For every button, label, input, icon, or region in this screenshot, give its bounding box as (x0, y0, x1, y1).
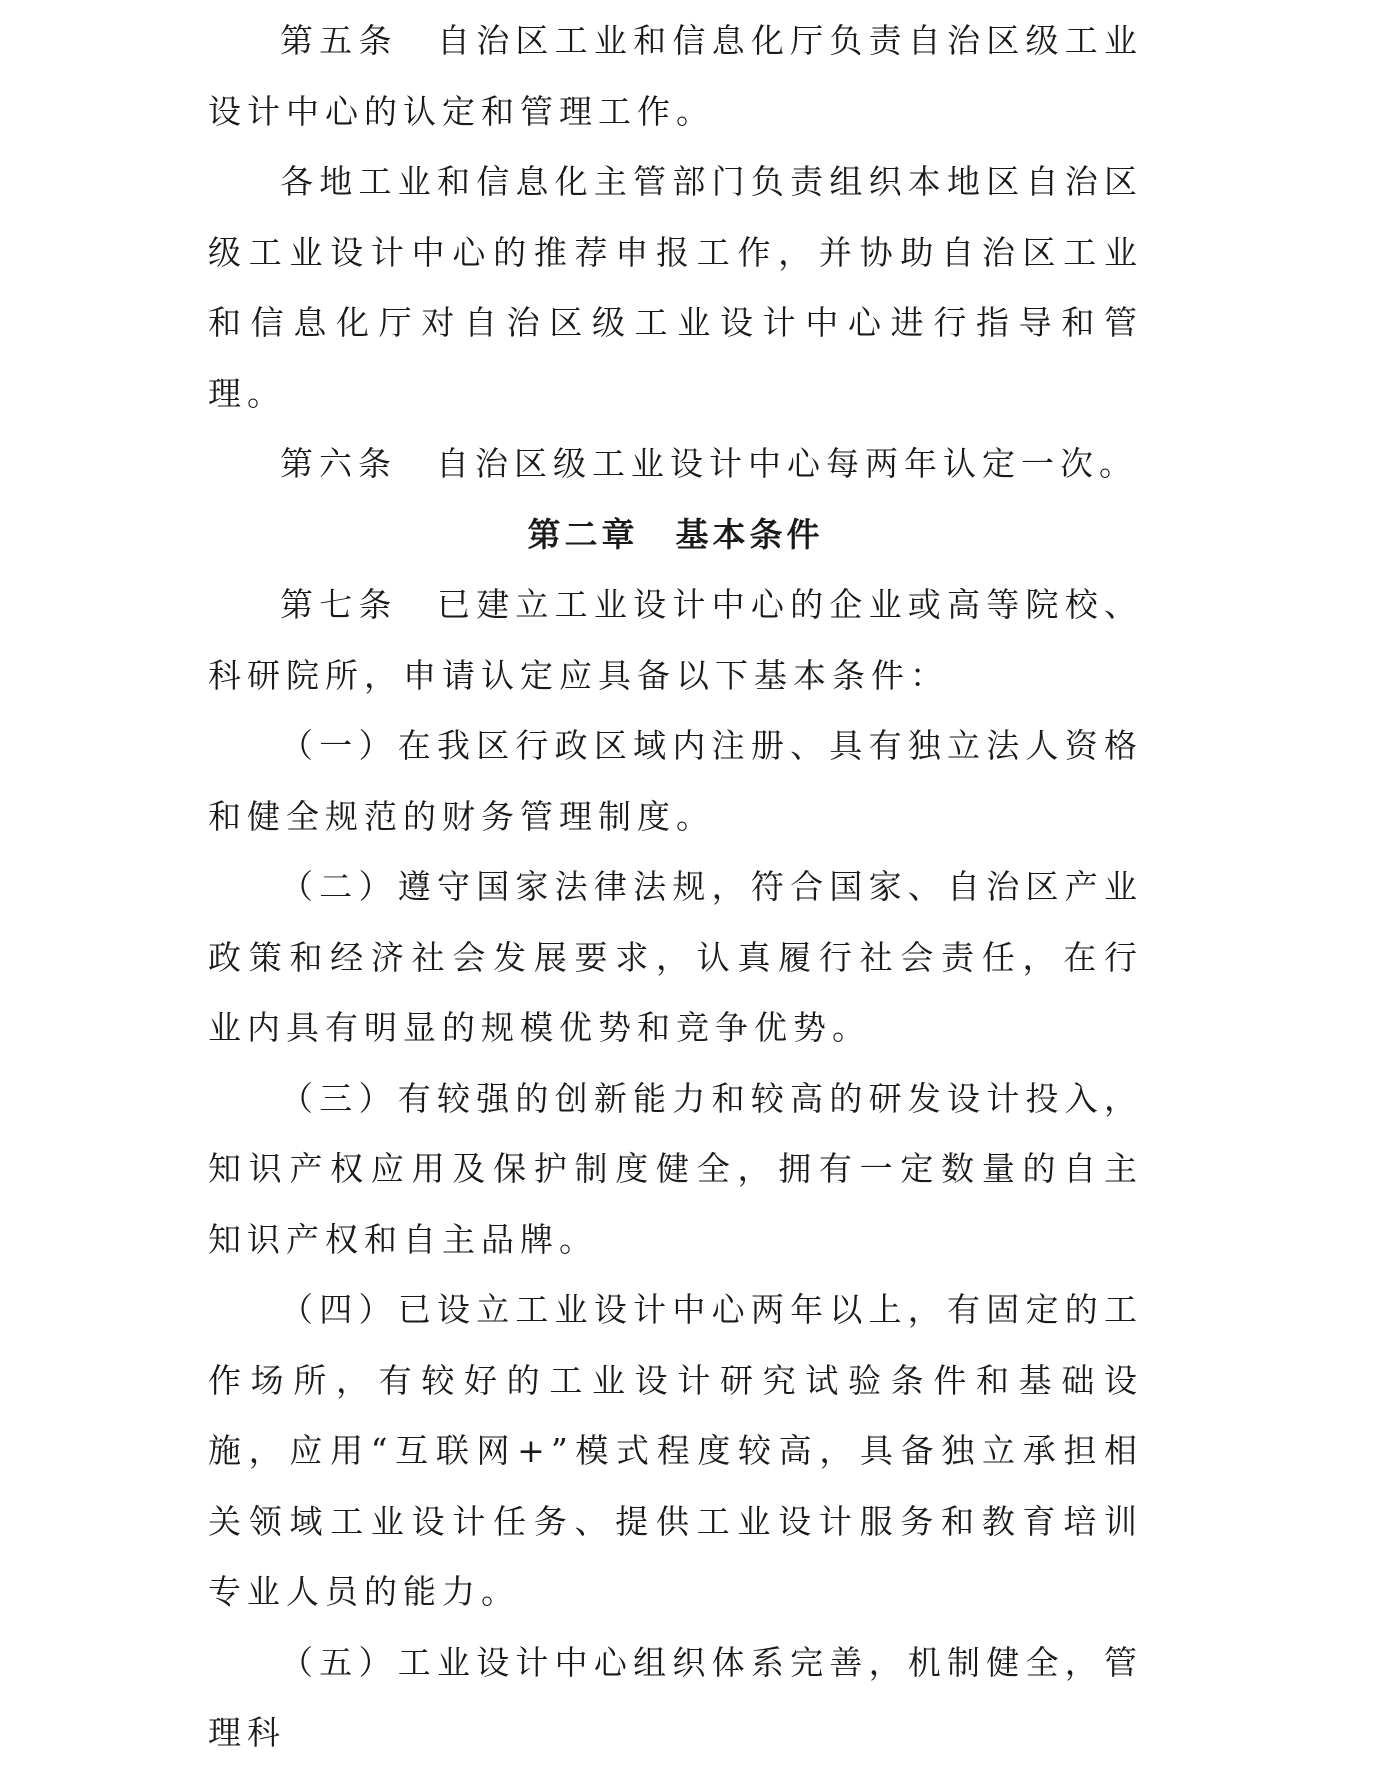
article-6: 第六条 自治区级工业设计中心每两年认定一次。 (280, 444, 1138, 483)
condition-1: （一）在我区行政区域内注册、具有独立法人资格和健全规范的财务管理制度。 (208, 726, 1143, 836)
chapter-2-heading: 第二章 基本条件 (527, 514, 824, 554)
document-body (208, 6, 1143, 1769)
condition-2: （二）遵守国家法律法规，符合国家、自治区产业政策和经济社会发展要求，认真履行社会责任，在行业内具有明显的规模优势和竞争优势。 (208, 867, 1143, 1047)
condition-3: （三）有较强的创新能力和较高的研发设计投入，知识产权应用及保护制度健全，拥有一定数量的自主知识产权和自主品牌。 (208, 1078, 1143, 1259)
article-5-para-2: 各地工业和信息化主管部门负责组织本地区自治区级工业设计中心的推荐申报工作，并协助自治区工业和信息化厅对自治区级工业设计中心进行指导和管理。 (208, 162, 1143, 413)
condition-5: （五）工业设计中心组织体系完善，机制健全，管理科 (208, 1642, 1143, 1752)
article-5-para-1: 第五条 自治区工业和信息化厅负责自治区级工业设计中心的认定和管理工作。 (208, 21, 1143, 131)
article-7: 第七条 已建立工业设计中心的企业或高等院校、科研院所，申请认定应具备以下基本条件： (208, 585, 1143, 695)
condition-4: （四）已设立工业设计中心两年以上，有固定的工作场所，有较好的工业设计研究试验条件和基础设施，应用“互联网+”模式程度较高，具备独立承担相关领域工业设计任务、提供工业设计服务和教育培训专业人员的能力。 (208, 1290, 1143, 1611)
